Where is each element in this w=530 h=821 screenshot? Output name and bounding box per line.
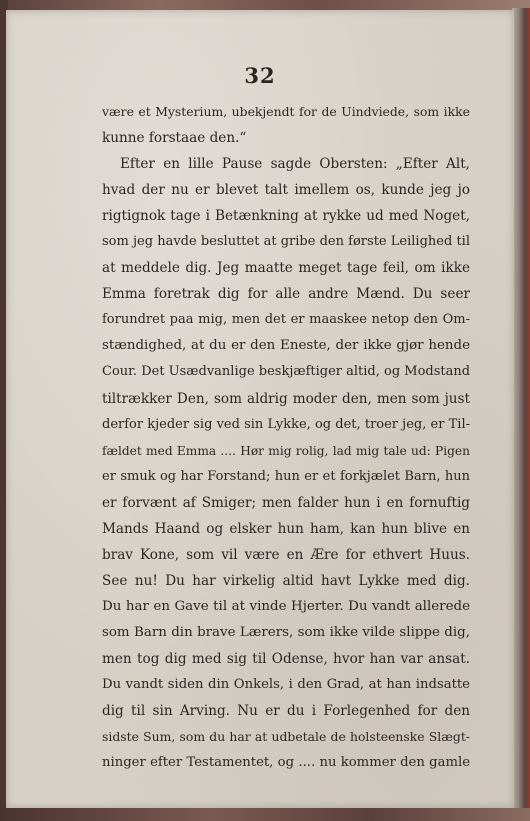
text-line: sidste Sum, som du har at udbetale de holsteenske Slægt-: [102, 729, 470, 745]
text-line: Mands Haand og elsker hun ham, kan hun blive en: [102, 520, 470, 537]
text-line: være et Mysterium, ubekjendt for de Uindviede, som ikke: [102, 104, 470, 119]
page-number: 32: [244, 63, 276, 88]
text-line: ninger efter Testamentet, og .... nu kommer den gamle: [102, 755, 470, 771]
text-line: brav Kone, som vil være en Ære for ethvert Huus.: [102, 546, 470, 563]
text-line: at meddele dig. Jeg maatte meget tage feil, om ikke: [102, 260, 470, 277]
text-line: er forvænt af Smiger; men falder hun i en fornuftig: [102, 494, 470, 511]
text-line: som jeg havde besluttet at gribe den første Leilighed til: [102, 234, 470, 250]
text-line: hvad der nu er blevet talt imellem os, kunde jeg jo: [102, 182, 470, 199]
text-line: Du har en Gave til at vinde Hjerter. Du vandt allerede: [102, 598, 470, 614]
text-line: forundret paa mig, men det er maaskee netop den Om-: [102, 312, 470, 328]
text-line: tiltrækker Den, som aldrig moder den, men som just: [102, 390, 470, 407]
text-line: Emma foretrak dig for alle andre Mænd. Du seer: [102, 286, 470, 303]
book-spine-edge: [512, 8, 530, 808]
text-line: er smuk og har Forstand; hun er et forkjælet Barn, hun: [102, 468, 470, 484]
book-edge-bottom: [0, 806, 530, 821]
text-line: fældet med Emma .... Hør mig rolig, lad mig tale ud: Pigen: [102, 443, 470, 458]
text-line: rigtignok tage i Betænkning at rykke ud med Noget,: [102, 208, 470, 225]
text-line: Cour. Det Usædvanlige beskjæftiger altid, og Modstand: [102, 364, 470, 380]
text-line: stændighed, at du er den Eneste, der ikke gjør hende: [102, 338, 470, 354]
text-line: Efter en lille Pause sagde Obersten: „Efter Alt,: [120, 156, 470, 173]
text-line: dig til sin Arving. Nu er du i Forlegenhed for den: [102, 703, 470, 720]
text-line: kunne forstaae den.“: [102, 130, 247, 147]
book-page: [6, 10, 514, 808]
text-line: men tog dig med sig til Odense, hvor han var ansat.: [102, 650, 470, 667]
text-line: derfor kjeder sig ved sin Lykke, og det, troer jeg, er Til-: [102, 416, 470, 432]
text-line: Du vandt siden din Onkels, i den Grad, at han indsatte: [102, 677, 470, 693]
page-text: [102, 99, 470, 776]
text-line: See nu! Du har virkelig altid havt Lykke med dig.: [102, 572, 470, 589]
text-line: som Barn din brave Lærers, som ikke vilde slippe dig,: [102, 624, 470, 640]
